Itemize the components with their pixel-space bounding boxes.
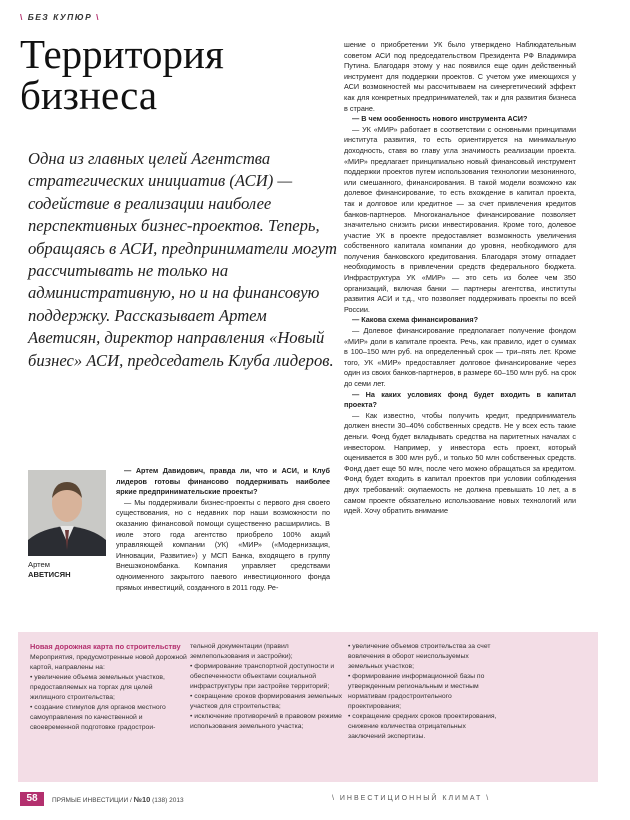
question-3: — Какова схема финансирования? bbox=[352, 315, 479, 325]
article-column-2 bbox=[344, 40, 576, 517]
sidebar-column-3 bbox=[348, 642, 500, 742]
sidebar-box bbox=[18, 632, 598, 782]
rubric: \ БЕЗ КУПЮР \ bbox=[20, 12, 100, 22]
caption-first-name: Артем bbox=[28, 560, 50, 569]
lead-text: Одна из главных целей Агентства стратегических инициатив (АСИ) — содействие в реализации наиболее перспективных бизнес-проектов. Теперь, обращаясь в АСИ, предприниматели могут рассчитывать не только на административную, но и на финансовую поддержку. Рассказывает Артем Аветисян, директор направления «Новый бизнес» АСИ, председатель Клуба лидеров. bbox=[28, 149, 338, 370]
sidebar-list-item: • сокращение сроков формирования земельных участков для строительства; bbox=[190, 693, 343, 710]
issue-number: №10 bbox=[133, 795, 151, 804]
lead-paragraph bbox=[28, 148, 338, 372]
answer-1-continued: шение о приобретении УК было утверждено Наблюдательным советом АСИ под председательством Президента РФ Владимира Путина. Благодаря этому у нас появился еще один действенный инструмент для поддержки проектов. С учетом уже имеющихся у АСИ возможностей мы рассчитываем на синергетический эффект как для конкретных предпринимателей, так и для развития бизнеса в стране. bbox=[344, 40, 576, 113]
sidebar-list-item: • формирование информационной базы по утвержденным региональным и местным нормативам градостроительного проектирования; bbox=[348, 673, 485, 710]
sidebar-column-2 bbox=[190, 642, 345, 732]
answer-4: — Как известно, чтобы получить кредит, предприниматель должен внести 30–40% собственных средств. Не у всех есть такие деньги. Фонд будет вкладывать средства на паритетных началах с инвестором. Например, у инвестора есть проект, который оценивается в 300 млн руб., и только 50 млн собственных средств. Фонд дает еще 50 млн, после чего можно обращаться за кредитом. Фонд будет входить в капитал проектов при условии соблюдения двух требований: окупаемость не должна превышать 10 лет, а в самом проекте обязательно использование новых технологий или идей. Хочу обратить внимание bbox=[344, 410, 576, 516]
answer-1: — Мы поддерживали бизнес-проекты с первого дня своего существования, но с недавних пор наши возможности по оказанию финансовой помощи существенно расширились. В июле этого года агентство приобрело 100% акций управляющей компании (УК) «МИР» («Модернизация, Инновации, Развитие») у МСП Банка, входящего в группу Внешэкономбанка. Компания управляет средствами одноименного закрытого паевого инвестиционного фонда прямых инвестиций, созданного в 2011 году. Ре- bbox=[116, 497, 330, 592]
sidebar-list-item: • формирование транспортной доступности и обеспеченности объектами социальной инфраструктуры при застройке территорий; bbox=[190, 663, 335, 690]
sidebar-list-item: • исключение противоречий в правовом режиме использования земельного участка; bbox=[190, 713, 342, 730]
question-1: — Артем Давидович, правда ли, что и АСИ, и Клуб лидеров готовы финансово поддерживать наиболее яркие предпринимательские проекты? bbox=[116, 466, 330, 497]
page-footer bbox=[20, 792, 610, 808]
article-title bbox=[20, 31, 320, 118]
sidebar-list-item: • увеличение объемов строительства за счет вовлечения в оборот неиспользуемых земельных участков; bbox=[348, 643, 491, 670]
magazine-name: ПРЯМЫЕ ИНВЕСТИЦИИ / №10 (138) 2013 bbox=[52, 795, 184, 804]
answer-3: — Долевое финансирование предполагает получение фондом «МИР» доли в капитале проекта. Речь, как правило, идет о суммах в 100–150 млн руб. на определенный срок — три–пять лет. Кроме того, УК «МИР» предоставляет долговое финансирование через один из своих банков-партнеров, в размере 60–150 млн руб. на срок до семи лет. bbox=[344, 326, 576, 388]
sidebar-list-item: • сокращение средних сроков проектирования, снижение количества отрицательных заключений экспертизы. bbox=[348, 713, 497, 740]
answer-2: — УК «МИР» работает в соответствии с основными принципами института развития, то есть ориентируется на минимальную доходность, ставя во главу угла значимость реализации проекта. «МИР» предлагает принципиально новый финансовый инструмент поддержки проектов путем использования технологии мезонинного, или смешанного, финансирования. В такой модели возможно как долевое финансирование, то есть вхождение в капитал проекта, так и долговое или кредитное — за счет привлечения кредитов банков-партнеров. Многоканальное финансирование позволяет значительно снизить риски инвестирования. Кроме того, долевое участие УК в проекте предоставляет возможность увеличения собственного капитала компании до уровня, необходимого для получения банковского кредитования. Благодаря этому отпадает необходимость в привлечении средств федерального бюджета. Инфраструктура УК «МИР» — это сеть из более чем 350 организаций, включая банки — партнеры агентства, институты развития АСИ и т.д., что позволяет поддерживать проекты по всей России. bbox=[344, 124, 576, 314]
article-column-1 bbox=[116, 466, 330, 593]
section-title: ИНВЕСТИЦИОННЫЙ КЛИМАТ bbox=[339, 795, 483, 802]
rubric-text: БЕЗ КУПЮР bbox=[27, 12, 93, 22]
sidebar-list-item: • создание стимулов для органов местного самоуправления по качественной и своевременной подготовке градострои- bbox=[30, 703, 166, 731]
question-2: — В чем особенность нового инструмента АСИ? bbox=[352, 114, 528, 124]
sidebar-list-item: тельной документации (правил землепользования и застройки); bbox=[190, 643, 293, 660]
photo-caption bbox=[28, 560, 108, 580]
sidebar-title: Новая дорожная карта по строительству bbox=[30, 642, 181, 651]
magazine-title: ПРЯМЫЕ ИНВЕСТИЦИИ bbox=[52, 797, 129, 804]
sidebar-column-1 bbox=[30, 642, 188, 733]
question-4: — На каких условиях фонд будет входить в капитал проекта? bbox=[344, 389, 576, 410]
sidebar-intro: Мероприятия, предусмотренные новой дорожной картой, направлены на: bbox=[30, 653, 187, 671]
issue-year: (138) 2013 bbox=[152, 797, 184, 804]
sidebar-list-item: • увеличение объема земельных участков, предоставляемых на торгах для целей жилищного строительства; bbox=[30, 673, 165, 701]
title-line-2: бизнеса bbox=[20, 72, 158, 118]
portrait-photo bbox=[28, 470, 106, 556]
section-name: \ ИНВЕСТИЦИОННЫЙ КЛИМАТ \ bbox=[332, 795, 491, 802]
page-number: 58 bbox=[20, 792, 44, 806]
title-line-1: Территория bbox=[20, 31, 224, 77]
caption-last-name: АВЕТИСЯН bbox=[28, 570, 71, 579]
